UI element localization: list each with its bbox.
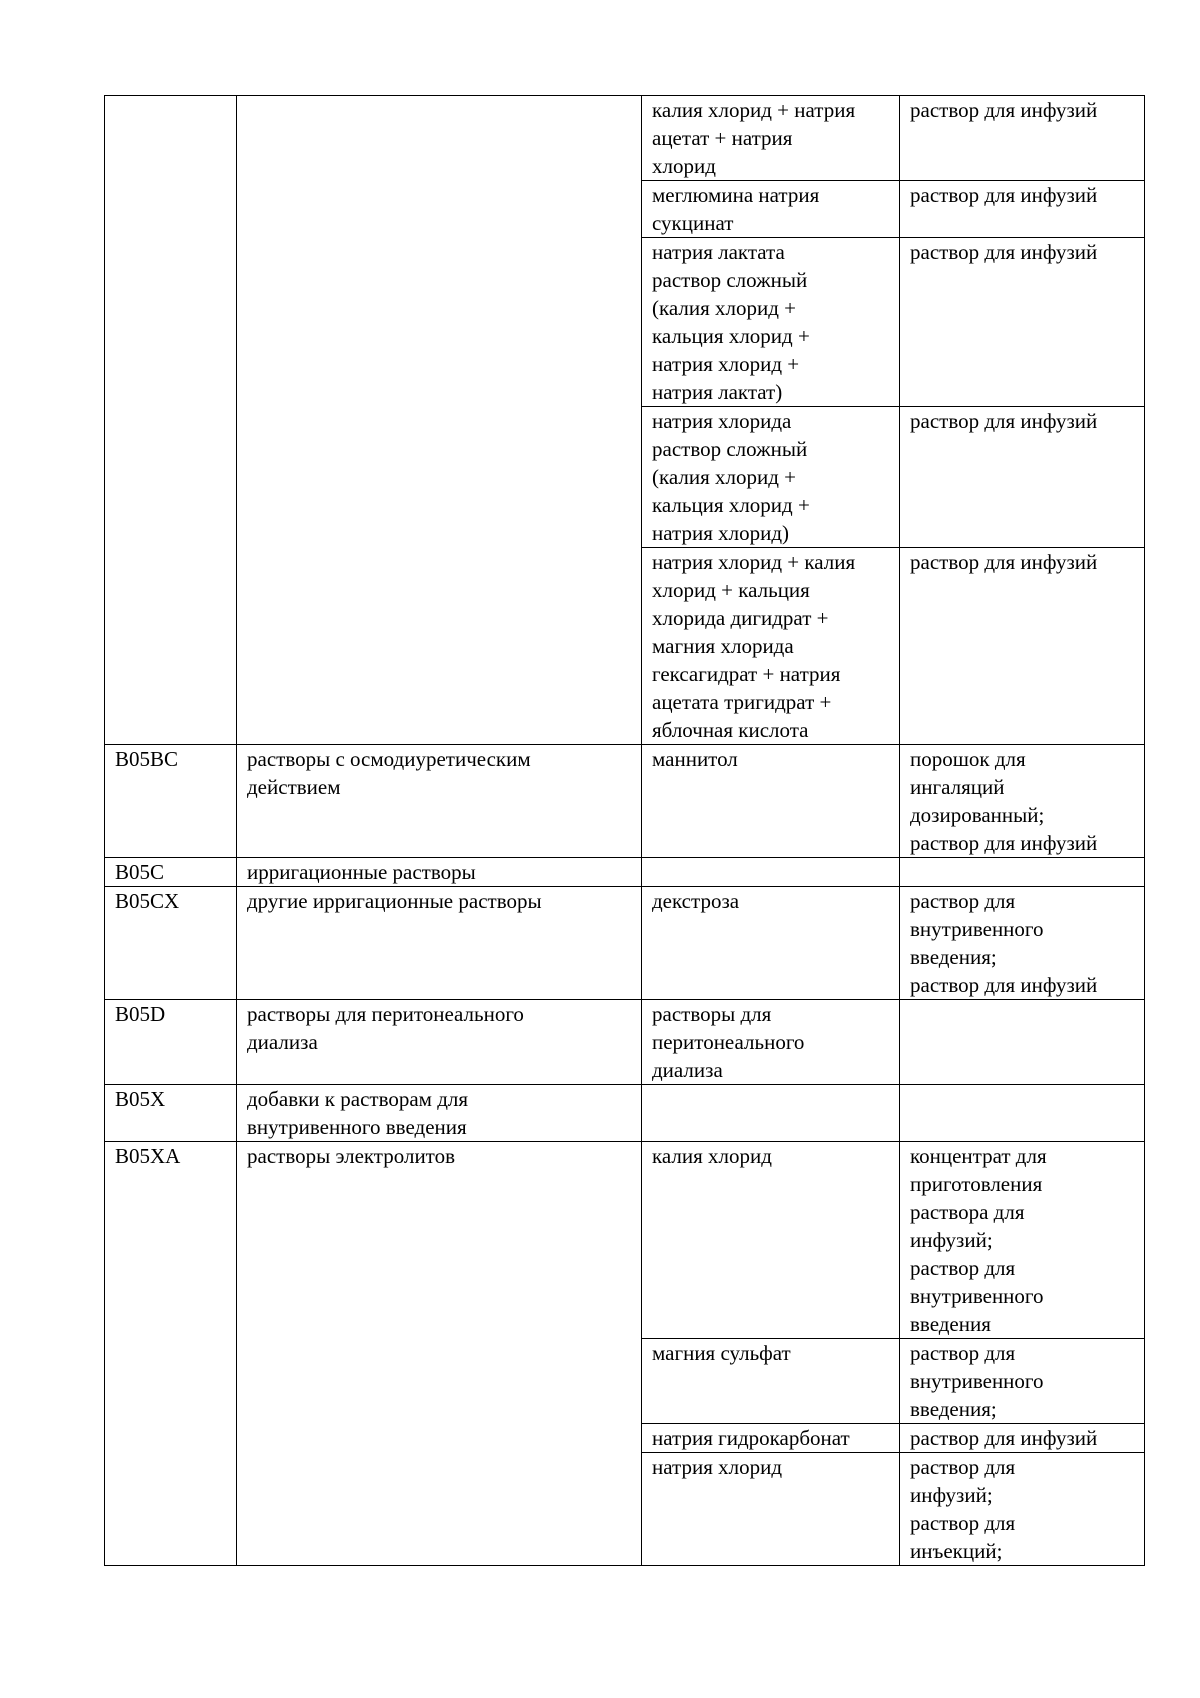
group-cell: растворы с осмодиуретическим действием [237, 745, 642, 858]
form-cell: раствор для инфузий [900, 407, 1145, 548]
table-row [105, 887, 1145, 1000]
code-cell: B05D [105, 1000, 237, 1085]
drug-cell: растворы для перитонеального диализа [642, 1000, 900, 1085]
code-cell: B05C [105, 858, 237, 887]
drug-cell: натрия лактата раствор сложный (калия хлорид + кальция хлорид + натрия хлорид + натрия лактат) [642, 238, 900, 407]
form-cell: раствор для инфузий [900, 96, 1145, 181]
form-cell: раствор для инфузий [900, 548, 1145, 745]
drug-cell: натрия хлорид + калия хлорид + кальция хлорида дигидрат + магния хлорида гексагидрат + натрия ацетата тригидрат + яблочная кислота [642, 548, 900, 745]
form-cell: раствор для внутривенного введения; [900, 1339, 1145, 1424]
group-cell [237, 96, 642, 745]
group-cell: ирригационные растворы [237, 858, 642, 887]
code-cell: B05XA [105, 1142, 237, 1566]
drug-cell: магния сульфат [642, 1339, 900, 1424]
table-row [105, 1085, 1145, 1142]
form-cell [900, 1085, 1145, 1142]
group-cell: растворы электролитов [237, 1142, 642, 1566]
form-cell: раствор для инфузий [900, 238, 1145, 407]
form-cell [900, 1000, 1145, 1085]
code-cell: B05X [105, 1085, 237, 1142]
drug-cell: калия хлорид [642, 1142, 900, 1339]
table-row [105, 1000, 1145, 1085]
form-cell: раствор для инфузий; раствор для инъекций; [900, 1453, 1145, 1566]
form-cell: раствор для инфузий [900, 181, 1145, 238]
form-cell: раствор для внутривенного введения; раствор для инфузий [900, 887, 1145, 1000]
table-row [105, 96, 1145, 181]
group-cell: растворы для перитонеального диализа [237, 1000, 642, 1085]
drug-cell: меглюмина натрия сукцинат [642, 181, 900, 238]
drug-cell: калия хлорид + натрия ацетат + натрия хлорид [642, 96, 900, 181]
drug-cell [642, 1085, 900, 1142]
group-cell: другие ирригационные растворы [237, 887, 642, 1000]
drug-cell: маннитол [642, 745, 900, 858]
table-row [105, 1142, 1145, 1339]
form-cell: раствор для инфузий [900, 1424, 1145, 1453]
form-cell: концентрат для приготовления раствора для инфузий; раствор для внутривенного введения [900, 1142, 1145, 1339]
drug-cell: натрия хлорида раствор сложный (калия хлорид + кальция хлорид + натрия хлорид) [642, 407, 900, 548]
drug-cell [642, 858, 900, 887]
form-cell [900, 858, 1145, 887]
code-cell [105, 96, 237, 745]
drug-cell: натрия гидрокарбонат [642, 1424, 900, 1453]
drug-cell: декстроза [642, 887, 900, 1000]
form-cell: порошок для ингаляций дозированный; раствор для инфузий [900, 745, 1145, 858]
code-cell: B05CX [105, 887, 237, 1000]
drug-table [104, 95, 1145, 1566]
group-cell: добавки к растворам для внутривенного введения [237, 1085, 642, 1142]
table-row [105, 745, 1145, 858]
table-row [105, 858, 1145, 887]
code-cell: B05BC [105, 745, 237, 858]
drug-cell: натрия хлорид [642, 1453, 900, 1566]
